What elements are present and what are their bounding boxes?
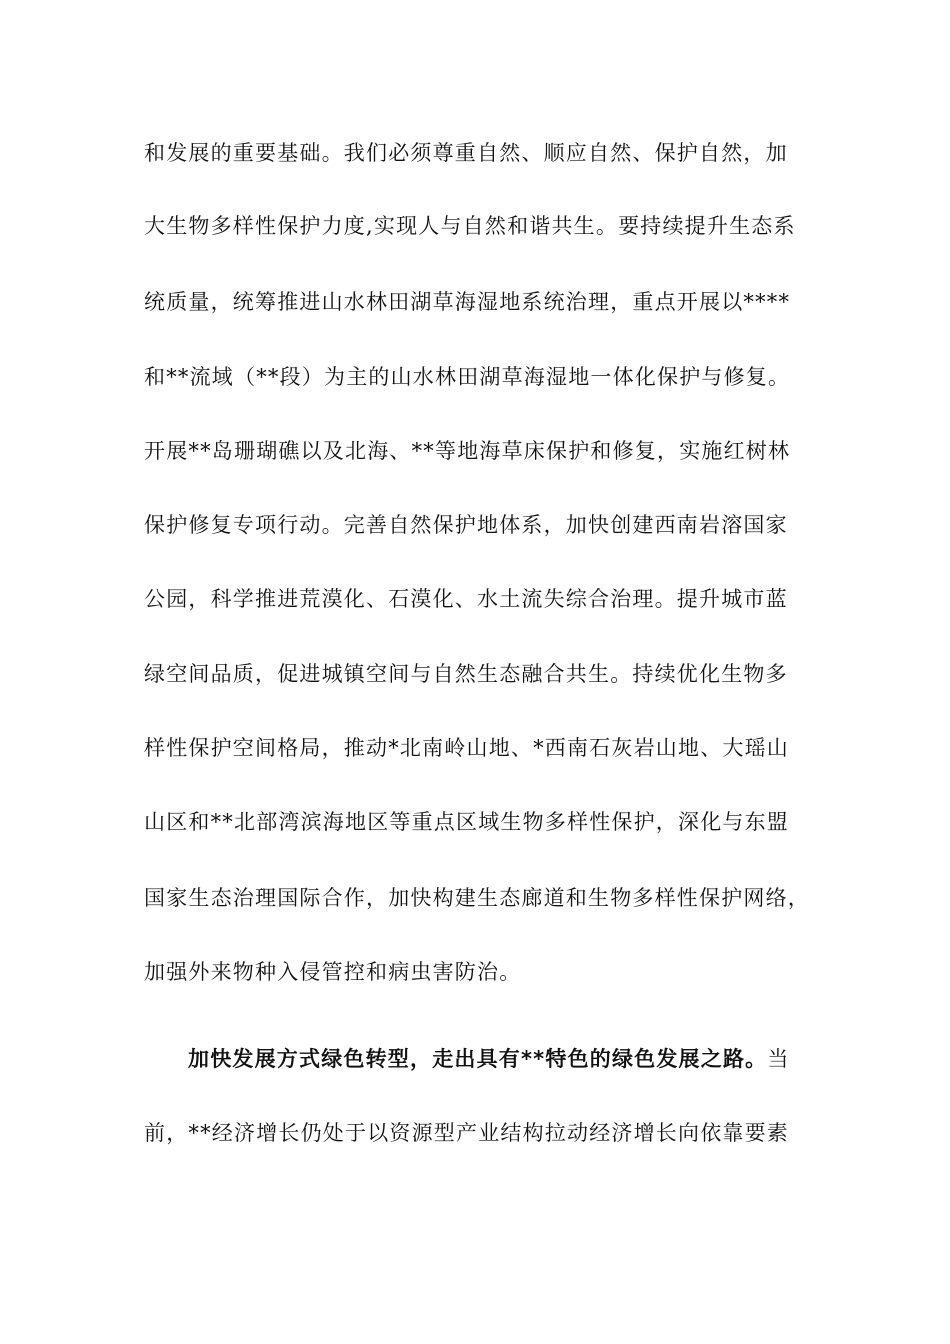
paragraph-1-line-5: 开展**岛珊瑚礁以及北海、**等地海草床保护和修复，实施红树林 xyxy=(144,439,791,463)
paragraph-1-line-9: 样性保护空间格局，推动*北南岭山地、*西南石灰岩山地、大瑶山 xyxy=(144,736,789,760)
paragraph-1-line-8: 绿空间品质，促进城镇空间与自然生态融合共生。持续优化生物多 xyxy=(144,662,788,686)
section-heading: 加快发展方式绿色转型，走出具有**特色的绿色发展之路。 xyxy=(188,1047,768,1071)
paragraph-1-line-6: 保护修复专项行动。完善自然保护地体系，加快创建西南岩溶国家 xyxy=(144,513,788,537)
paragraph-1-line-2: 大生物多样性保护力度,实现人与自然和谐共生。要持续提升生态系 xyxy=(144,214,796,238)
paragraph-1-line-11: 国家生态治理国际合作，加快构建生态廊道和生物多样性保护网络， xyxy=(144,886,810,910)
paragraph-1-line-3: 统质量，统筹推进山水林田湖草海湿地系统治理，重点开展以**** xyxy=(144,290,791,314)
paragraph-1-line-12: 加强外来物种入侵管控和病虫害防治。 xyxy=(144,960,522,984)
paragraph-1-line-10: 山区和**北部湾滨海地区等重点区域生物多样性保护，深化与东盟 xyxy=(144,810,789,834)
paragraph-1-line-4: 和**流域（**段）为主的山水林田湖草海湿地一体化保护与修复。 xyxy=(144,365,791,389)
paragraph-2-line-1-tail: 当 xyxy=(767,1047,790,1071)
paragraph-2-line-1 xyxy=(188,1045,790,1073)
paragraph-2-line-2: 前，**经济增长仍处于以资源型产业结构拉动经济增长向依靠要素 xyxy=(144,1121,789,1145)
paragraph-1-line-7: 公园，科学推进荒漠化、石漠化、水土流失综合治理。提升城市蓝 xyxy=(144,587,788,611)
paragraph-1-line-1: 和发展的重要基础。我们必须尊重自然、顺应自然、保护自然，加 xyxy=(144,141,788,165)
